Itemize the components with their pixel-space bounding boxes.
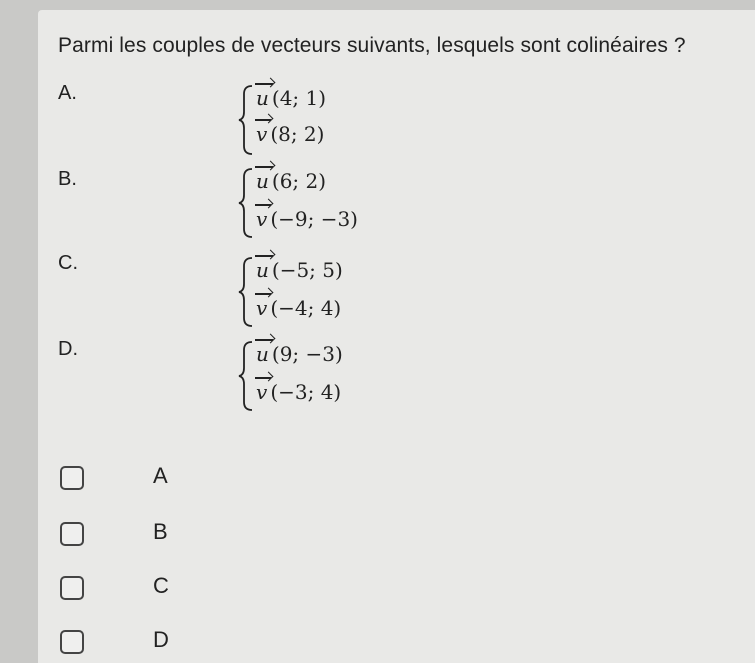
checkbox-icon[interactable] — [60, 630, 84, 654]
option-letter-b: B. — [58, 168, 77, 190]
vector-system-a — [236, 80, 396, 156]
vector-u: u (4; 1) — [256, 86, 327, 110]
choice-label: B — [153, 519, 168, 544]
choice-a-checkbox[interactable] — [60, 463, 220, 492]
vector-v: v (−3; 4) — [256, 380, 342, 404]
choice-c-checkbox[interactable] — [60, 573, 220, 602]
choice-label: C — [153, 573, 169, 598]
vector-system-c — [236, 252, 396, 328]
vector-v: v (−4; 4) — [256, 296, 342, 320]
vector-u: u (−5; 5) — [256, 258, 343, 282]
brace-icon — [238, 84, 256, 156]
exercise-sheet — [38, 10, 755, 663]
vector-system-b — [236, 163, 396, 239]
checkbox-icon[interactable] — [60, 576, 84, 600]
checkbox-icon[interactable] — [60, 522, 84, 546]
option-letter-a: A. — [58, 82, 77, 104]
choice-label: D — [153, 627, 169, 652]
choice-label: A — [153, 463, 168, 488]
vector-v: v (8; 2) — [256, 122, 325, 146]
choice-d-checkbox[interactable] — [60, 627, 220, 656]
brace-icon — [238, 167, 256, 239]
brace-icon — [238, 340, 256, 412]
question-text: Parmi les couples de vecteurs suivants, lesquels sont colinéaires ? — [58, 34, 686, 57]
vector-u: u (6; 2) — [256, 169, 327, 193]
option-letter-d: D. — [58, 338, 78, 360]
vector-system-d — [236, 336, 396, 412]
choice-b-checkbox[interactable] — [60, 519, 220, 548]
checkbox-icon[interactable] — [60, 466, 84, 490]
vector-u: u (9; −3) — [256, 342, 343, 366]
option-letter-c: C. — [58, 252, 78, 274]
brace-icon — [238, 256, 256, 328]
vector-v: v (−9; −3) — [256, 207, 358, 231]
